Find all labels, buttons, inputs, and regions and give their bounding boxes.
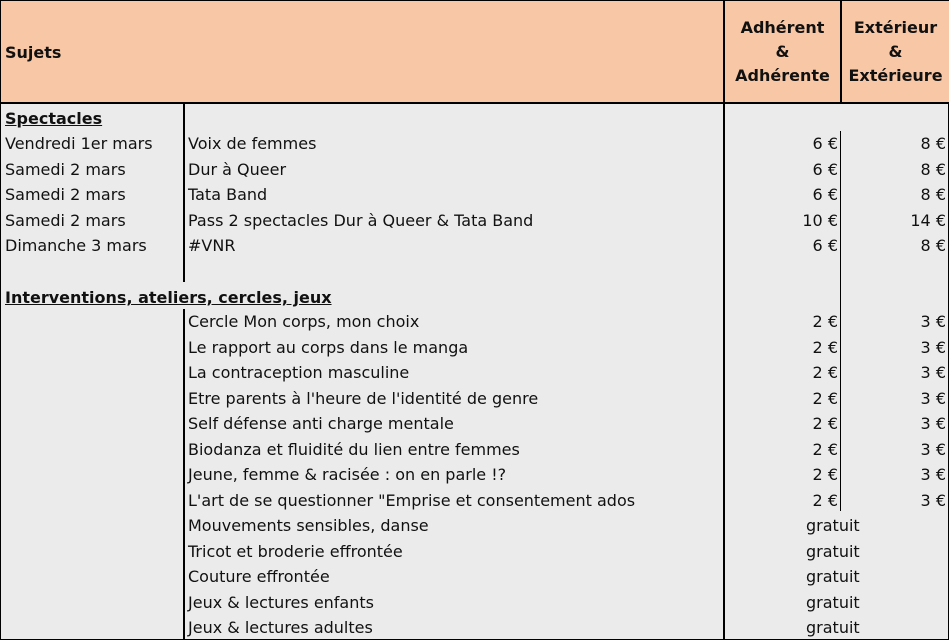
table-row bbox=[1, 488, 949, 514]
row-title: Pass 2 spectacles Dur à Queer & Tata Band bbox=[188, 210, 534, 230]
row-date: Samedi 2 mars bbox=[5, 185, 126, 204]
table-row bbox=[1, 360, 949, 386]
header-subjects: Sujets bbox=[5, 43, 62, 62]
table-row bbox=[1, 411, 949, 437]
row-price-adherent: 2 € bbox=[812, 439, 838, 459]
header-adherent-line3: Adhérente bbox=[735, 65, 830, 85]
row-title: Self défense anti charge mentale bbox=[188, 414, 454, 433]
row-title: Jeune, femme & racisée : on en parle !? bbox=[188, 465, 507, 484]
header-divider-2 bbox=[840, 1, 842, 104]
row-price-adherent: 6 € bbox=[812, 236, 838, 255]
row-title: Tricot et broderie effrontée bbox=[188, 541, 403, 561]
row-price-exterieur: 8 € bbox=[920, 236, 946, 255]
table-row bbox=[1, 564, 949, 590]
row-price-exterieur: 8 € bbox=[920, 134, 946, 153]
row-price-adherent: 6 € bbox=[812, 185, 838, 204]
row-price-exterieur: 3 € bbox=[920, 312, 946, 331]
row-price-free: gratuit bbox=[806, 516, 860, 535]
row-price-exterieur: 3 € bbox=[920, 337, 946, 357]
row-price-free: gratuit bbox=[806, 618, 860, 637]
row-price-free: gratuit bbox=[806, 541, 860, 561]
row-title: Dur à Queer bbox=[188, 159, 287, 179]
row-title: Cercle Mon corps, mon choix bbox=[188, 312, 420, 331]
table-row bbox=[1, 309, 949, 335]
row-price-adherent: 2 € bbox=[812, 337, 838, 357]
row-title: La contraception masculine bbox=[188, 363, 410, 382]
table-row bbox=[1, 513, 949, 539]
row-price-exterieur: 3 € bbox=[920, 363, 946, 382]
row-price-exterieur: 8 € bbox=[920, 159, 946, 179]
row-price-adherent: 2 € bbox=[812, 465, 838, 484]
header-adherent-line1: Adhérent bbox=[740, 17, 825, 37]
table-row bbox=[1, 615, 949, 640]
header-adherent bbox=[724, 1, 841, 102]
table-row bbox=[1, 590, 949, 616]
row-price-adherent: 2 € bbox=[812, 414, 838, 433]
table-row bbox=[1, 233, 949, 259]
section-spectacles: Spectacles bbox=[5, 109, 103, 128]
table-row bbox=[1, 182, 949, 208]
table-row bbox=[1, 131, 949, 157]
row-title: Voix de femmes bbox=[188, 134, 317, 153]
row-price-adherent: 6 € bbox=[812, 134, 838, 153]
row-price-adherent: 2 € bbox=[812, 388, 838, 408]
table-row bbox=[1, 335, 949, 361]
table-row bbox=[1, 539, 949, 565]
row-price-adherent: 6 € bbox=[812, 159, 838, 179]
row-price-exterieur: 3 € bbox=[920, 465, 946, 484]
row-title: Tata Band bbox=[188, 185, 268, 204]
row-price-adherent: 2 € bbox=[812, 312, 838, 331]
row-title: #VNR bbox=[188, 236, 236, 255]
row-date: Dimanche 3 mars bbox=[5, 236, 147, 255]
row-title: Mouvements sensibles, danse bbox=[188, 516, 429, 535]
row-price-free: gratuit bbox=[806, 567, 860, 586]
header-exterieur-line3: Extérieure bbox=[848, 65, 943, 85]
row-date: Samedi 2 mars bbox=[5, 159, 126, 179]
row-price-exterieur: 8 € bbox=[920, 185, 946, 204]
header-exterieur-line1: Extérieur bbox=[853, 17, 938, 37]
header-exterieur bbox=[841, 1, 949, 102]
row-date: Samedi 2 mars bbox=[5, 210, 126, 230]
table-row bbox=[1, 208, 949, 234]
table-row bbox=[1, 462, 949, 488]
row-title: Etre parents à l'heure de l'identité de genre bbox=[188, 388, 539, 408]
row-title: L'art de se questionner "Emprise et consentement ados bbox=[188, 490, 636, 510]
section-interventions: Interventions, ateliers, cercles, jeux bbox=[5, 288, 332, 307]
row-price-adherent: 10 € bbox=[802, 210, 838, 230]
row-title: Biodanza et fluidité du lien entre femmes bbox=[188, 439, 520, 459]
row-price-exterieur: 3 € bbox=[920, 388, 946, 408]
row-date: Vendredi 1er mars bbox=[5, 134, 153, 153]
row-price-adherent: 2 € bbox=[812, 363, 838, 382]
row-price-free: gratuit bbox=[806, 592, 860, 612]
row-price-exterieur: 3 € bbox=[920, 490, 946, 510]
header-exterieur-line2: & bbox=[888, 41, 903, 61]
table-row bbox=[1, 437, 949, 463]
header-adherent-line2: & bbox=[775, 41, 790, 61]
row-price-exterieur: 3 € bbox=[920, 414, 946, 433]
row-price-exterieur: 14 € bbox=[910, 210, 946, 230]
table-row bbox=[1, 386, 949, 412]
row-price-exterieur: 3 € bbox=[920, 439, 946, 459]
row-title: Le rapport au corps dans le manga bbox=[188, 337, 469, 357]
table-row bbox=[1, 157, 949, 183]
row-price-adherent: 2 € bbox=[812, 490, 838, 510]
row-title: Couture effrontée bbox=[188, 567, 330, 586]
row-title: Jeux & lectures adultes bbox=[188, 618, 373, 637]
row-title: Jeux & lectures enfants bbox=[188, 592, 374, 612]
